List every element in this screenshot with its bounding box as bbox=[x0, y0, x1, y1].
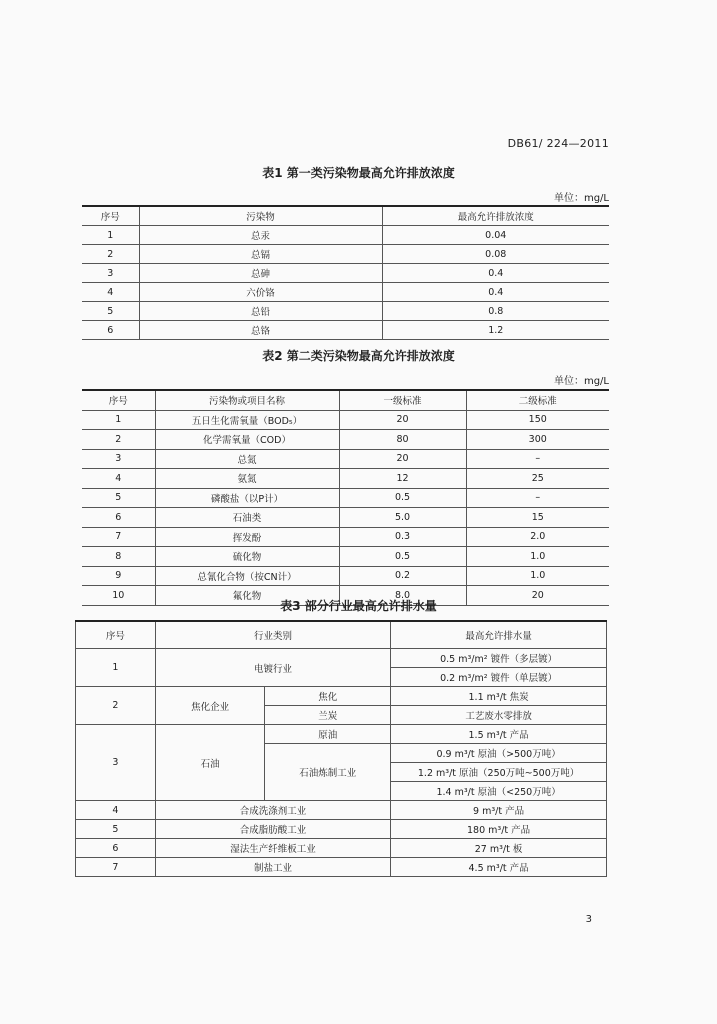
table-row bbox=[82, 410, 609, 430]
table-row bbox=[82, 527, 609, 547]
table-cell: 5 bbox=[82, 302, 139, 321]
table-cell: 0.3 bbox=[339, 527, 466, 547]
table-cell: 总铅 bbox=[139, 302, 382, 321]
table-cell: 总铬 bbox=[139, 321, 382, 340]
table-cell: 原油 bbox=[265, 725, 391, 744]
table-row bbox=[76, 649, 607, 668]
table-cell: 石油类 bbox=[155, 508, 339, 528]
table-cell: 5.0 bbox=[339, 508, 466, 528]
table-cell: 0.5 bbox=[339, 547, 466, 567]
table-cell: 工艺废水零排放 bbox=[391, 706, 607, 725]
table-cell: 总氰化合物（按CN计） bbox=[155, 566, 339, 586]
table-cell: 1.5 m³/t 产品 bbox=[391, 725, 607, 744]
table-row bbox=[82, 508, 609, 528]
table-row bbox=[82, 430, 609, 450]
table-cell: 总氮 bbox=[155, 449, 339, 469]
table-cell: 0.04 bbox=[382, 226, 609, 245]
table-cell: 1.1 m³/t 焦炭 bbox=[391, 687, 607, 706]
table3-header-num: 序号 bbox=[76, 621, 156, 649]
table-cell: 2 bbox=[76, 687, 156, 725]
table-cell: 15 bbox=[466, 508, 609, 528]
table-cell: 湿法生产纤维板工业 bbox=[155, 839, 390, 858]
table-cell: 兰炭 bbox=[265, 706, 391, 725]
table-cell: 2 bbox=[82, 245, 139, 264]
table-row bbox=[82, 283, 609, 302]
table-cell: 180 m³/t 产品 bbox=[391, 820, 607, 839]
table-cell: 8.0 bbox=[339, 586, 466, 606]
table-cell: 0.4 bbox=[382, 283, 609, 302]
table-cell: 1 bbox=[76, 649, 156, 687]
document-code: DB61/ 224—2011 bbox=[507, 137, 609, 150]
table-cell: 硫化物 bbox=[155, 547, 339, 567]
table-cell: 150 bbox=[466, 410, 609, 430]
table-cell: 5 bbox=[76, 820, 156, 839]
table-cell: 0.9 m³/t 原油（>500万吨） bbox=[391, 744, 607, 763]
table-cell: 1.0 bbox=[466, 566, 609, 586]
table-cell: 0.8 bbox=[382, 302, 609, 321]
table-cell: 20 bbox=[466, 586, 609, 606]
table-cell: 80 bbox=[339, 430, 466, 450]
table-cell: 氟化物 bbox=[155, 586, 339, 606]
table-cell: 焦化 bbox=[265, 687, 391, 706]
table-cell: 1 bbox=[82, 226, 139, 245]
table-cell: 1.0 bbox=[466, 547, 609, 567]
table-cell: 制盐工业 bbox=[155, 858, 390, 877]
table3-header-limit: 最高允许排水量 bbox=[391, 621, 607, 649]
table3 bbox=[75, 620, 607, 877]
table-cell: 合成脂肪酸工业 bbox=[155, 820, 390, 839]
table-cell: 总镉 bbox=[139, 245, 382, 264]
table-cell: 0.2 bbox=[339, 566, 466, 586]
table-row bbox=[82, 469, 609, 489]
table1-header-limit: 最高允许排放浓度 bbox=[382, 206, 609, 226]
table-cell: 6 bbox=[76, 839, 156, 858]
table-cell: 电镀行业 bbox=[155, 649, 390, 687]
table1-header-num: 序号 bbox=[82, 206, 139, 226]
table-cell: 0.2 m³/m² 镀件（单层镀） bbox=[391, 668, 607, 687]
table-row bbox=[82, 547, 609, 567]
table1-header-pollutant: 污染物 bbox=[139, 206, 382, 226]
table2-title: 表2 第二类污染物最高允许排放浓度 bbox=[262, 349, 455, 363]
table-row bbox=[82, 302, 609, 321]
table-cell: 6 bbox=[82, 321, 139, 340]
table-cell: 1.2 bbox=[382, 321, 609, 340]
table-cell: 27 m³/t 板 bbox=[391, 839, 607, 858]
table-cell: 10 bbox=[82, 586, 155, 606]
table-cell: 300 bbox=[466, 430, 609, 450]
table2 bbox=[82, 389, 609, 606]
page-number: 3 bbox=[585, 914, 592, 925]
table-cell: 合成洗涤剂工业 bbox=[155, 801, 390, 820]
table-cell: 挥发酚 bbox=[155, 527, 339, 547]
table-row bbox=[82, 449, 609, 469]
table-row bbox=[76, 801, 607, 820]
table1-unit: 单位：mg/L bbox=[553, 193, 609, 204]
table-cell: 1.4 m³/t 原油（<250万吨） bbox=[391, 782, 607, 801]
table-cell: 焦化企业 bbox=[155, 687, 265, 725]
table-cell: 3 bbox=[82, 264, 139, 283]
table-row bbox=[82, 264, 609, 283]
table-row bbox=[76, 687, 607, 706]
table-cell: – bbox=[466, 488, 609, 508]
table-cell: 4 bbox=[76, 801, 156, 820]
table-cell: 7 bbox=[82, 527, 155, 547]
table-cell: 25 bbox=[466, 469, 609, 489]
table-cell: 1.2 m³/t 原油（250万吨~500万吨） bbox=[391, 763, 607, 782]
table-cell: 六价铬 bbox=[139, 283, 382, 302]
table2-header-grade1: 一级标准 bbox=[339, 390, 466, 410]
table-row bbox=[76, 858, 607, 877]
table-row bbox=[76, 839, 607, 858]
table-cell: 石油 bbox=[155, 725, 265, 801]
table3-title: 表3 部分行业最高允许排水量 bbox=[280, 599, 437, 613]
table-cell: 3 bbox=[76, 725, 156, 801]
table-row bbox=[82, 321, 609, 340]
table-cell: 20 bbox=[339, 410, 466, 430]
table-cell: 8 bbox=[82, 547, 155, 567]
table-cell: 0.08 bbox=[382, 245, 609, 264]
table-row bbox=[76, 820, 607, 839]
table-cell: 9 m³/t 产品 bbox=[391, 801, 607, 820]
table2-header-grade2: 二级标准 bbox=[466, 390, 609, 410]
table-cell: 9 bbox=[82, 566, 155, 586]
table2-header-num: 序号 bbox=[82, 390, 155, 410]
table-cell: – bbox=[466, 449, 609, 469]
table-cell: 20 bbox=[339, 449, 466, 469]
table2-unit: 单位：mg/L bbox=[553, 376, 609, 387]
table-cell: 4.5 m³/t 产品 bbox=[391, 858, 607, 877]
table-row bbox=[82, 488, 609, 508]
table-cell: 4 bbox=[82, 469, 155, 489]
table-cell: 12 bbox=[339, 469, 466, 489]
table1 bbox=[82, 205, 609, 340]
table-cell: 磷酸盐（以P计） bbox=[155, 488, 339, 508]
table-row bbox=[82, 566, 609, 586]
table3-header-category: 行业类别 bbox=[155, 621, 390, 649]
table-cell: 0.5 m³/m² 镀件（多层镀） bbox=[391, 649, 607, 668]
table-cell: 4 bbox=[82, 283, 139, 302]
table-cell: 6 bbox=[82, 508, 155, 528]
table-row bbox=[76, 725, 607, 744]
table-cell: 石油炼制工业 bbox=[265, 744, 391, 801]
table-cell: 0.5 bbox=[339, 488, 466, 508]
table1-title: 表1 第一类污染物最高允许排放浓度 bbox=[262, 166, 455, 180]
table-cell: 7 bbox=[76, 858, 156, 877]
table-cell: 2.0 bbox=[466, 527, 609, 547]
table-cell: 总汞 bbox=[139, 226, 382, 245]
table-cell: 2 bbox=[82, 430, 155, 450]
table-cell: 5 bbox=[82, 488, 155, 508]
table-cell: 总砷 bbox=[139, 264, 382, 283]
table-cell: 化学需氧量（COD） bbox=[155, 430, 339, 450]
table-cell: 五日生化需氧量（BOD₅） bbox=[155, 410, 339, 430]
table2-header-item: 污染物或项目名称 bbox=[155, 390, 339, 410]
table-row bbox=[82, 245, 609, 264]
table-cell: 0.4 bbox=[382, 264, 609, 283]
table-row bbox=[82, 226, 609, 245]
table-cell: 3 bbox=[82, 449, 155, 469]
table-cell: 1 bbox=[82, 410, 155, 430]
table-cell: 氨氮 bbox=[155, 469, 339, 489]
